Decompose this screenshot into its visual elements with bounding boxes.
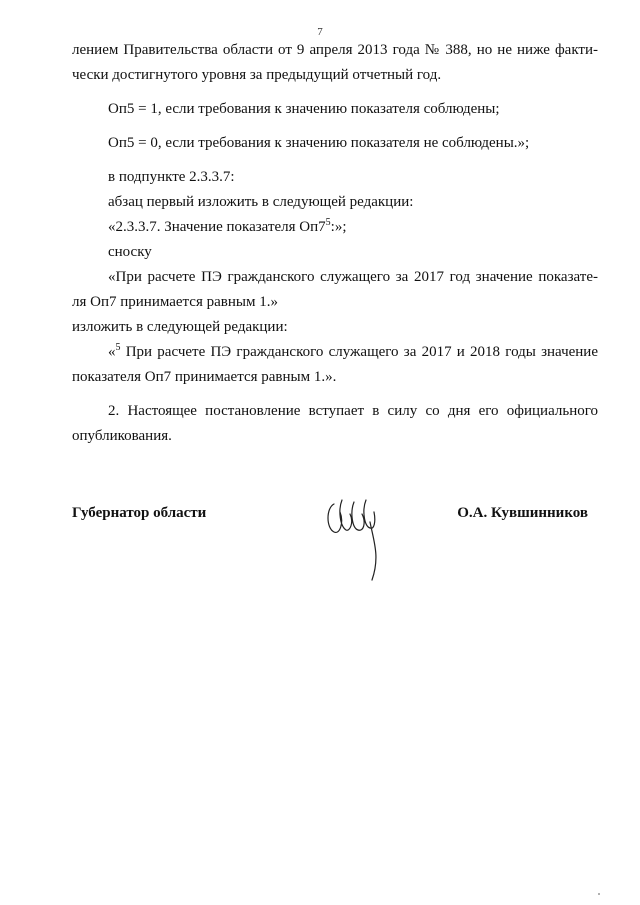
signatory-position: Губернатор области bbox=[72, 505, 207, 521]
signatory-name: О.А. Кувшинников bbox=[457, 505, 588, 521]
scan-dot bbox=[598, 893, 600, 895]
text-line: Оп5 = 0, если требования к значению показателя не соблюдены.»; bbox=[108, 135, 530, 151]
text-line: в подпункте 2.3.3.7: bbox=[108, 169, 235, 185]
text-line bbox=[72, 215, 598, 240]
text-line: 2. Настоящее постановление вступает в силу со дня его официального bbox=[108, 403, 598, 419]
text-line: абзац первый изложить в следующей редакции: bbox=[108, 194, 414, 210]
footnote-marker: 5 bbox=[115, 342, 121, 353]
text-line: опубликования. bbox=[72, 428, 172, 444]
handwritten-signature bbox=[320, 492, 390, 587]
text-line: «При расчете ПЭ гражданского служащего за 2017 год значение показате- bbox=[108, 269, 598, 285]
text-span: :»; bbox=[330, 219, 347, 235]
text-span: «2.3.3.7. Значение показателя Оп7 bbox=[108, 219, 326, 235]
text-span: При расчете ПЭ гражданского служащего за 2017 и 2018 годы значение bbox=[120, 344, 598, 360]
text-line: чески достигнутого уровня за предыдущий отчетный год. bbox=[72, 67, 442, 83]
text-line: сноску bbox=[108, 244, 152, 260]
text-line: лением Правительства области от 9 апреля 2013 года № 388, но не ниже факти- bbox=[72, 42, 598, 58]
text-line: Оп5 = 1, если требования к значению показателя соблюдены; bbox=[108, 101, 500, 117]
text-span: « bbox=[108, 344, 116, 360]
footnote-marker: 5 bbox=[325, 217, 331, 228]
text-line: ля Оп7 принимается равным 1.» bbox=[72, 294, 278, 310]
text-line: показателя Оп7 принимается равным 1.». bbox=[72, 369, 337, 385]
text-line bbox=[72, 340, 598, 365]
text-line: изложить в следующей редакции: bbox=[72, 319, 288, 335]
document-body bbox=[72, 38, 598, 449]
page-number: 7 bbox=[317, 26, 323, 38]
